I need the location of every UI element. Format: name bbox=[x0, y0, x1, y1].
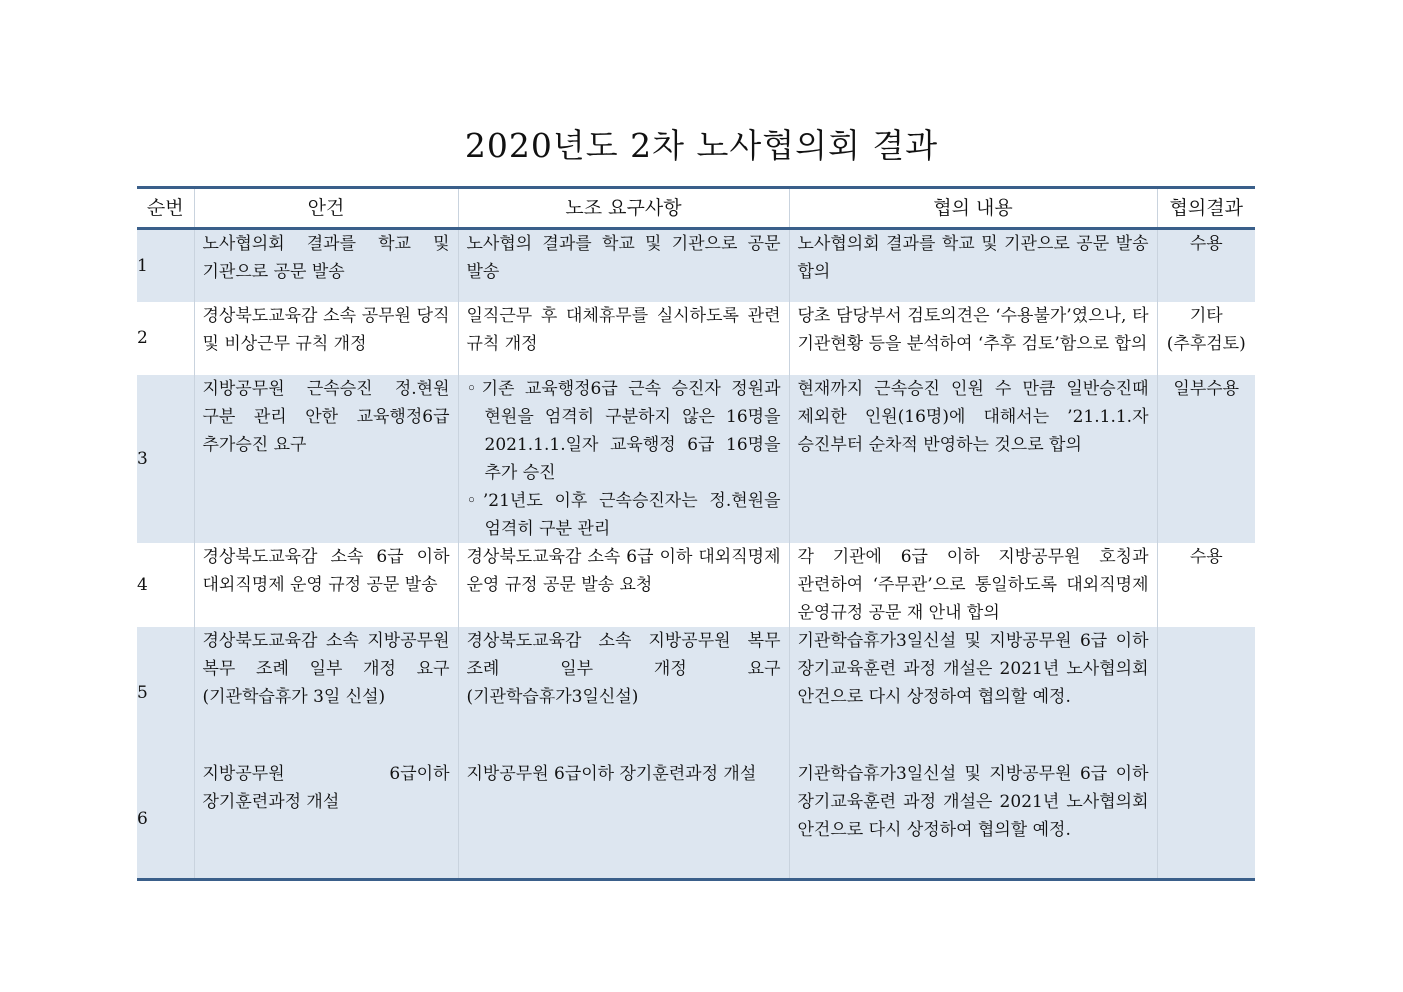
demand-text: 일직근무 후 대체휴무를 실시하도록 관련 규칙 개정 bbox=[466, 305, 781, 354]
row-number: 3 bbox=[137, 375, 194, 543]
row-number: 6 bbox=[137, 760, 194, 880]
table-header-row bbox=[137, 188, 1255, 229]
table-row bbox=[137, 760, 1255, 880]
table-row bbox=[137, 627, 1255, 760]
table-row bbox=[137, 543, 1255, 627]
result-cell bbox=[1157, 627, 1255, 760]
discussion-cell: 당초 담당부서 검토의견은 ‘수용불가’였으나, 타 기관현황 등을 분석하여 ‘추후 검토’함으로 합의 bbox=[789, 302, 1157, 375]
demand-text: 경상북도교육감 소속 6급 이하 대외직명제 운영 규정 공문 발송 요청 bbox=[466, 546, 781, 595]
row-number: 2 bbox=[137, 328, 148, 348]
header-result: 협의결과 bbox=[1157, 188, 1255, 229]
demand-text: 지방공무원 6급이하 장기훈련과정 개설 bbox=[466, 763, 757, 784]
demands-cell bbox=[458, 302, 789, 375]
agenda-cell: 지방공무원 근속승진 정.현원 구분 관리 안한 교육행정6급 추가승진 요구 bbox=[194, 375, 458, 543]
page-title: 2020년도 2차 노사협의회 결과 bbox=[464, 126, 939, 165]
agenda-cell: 경상북도교육감 소속 6급 이하 대외직명제 운영 규정 공문 발송 bbox=[194, 543, 458, 627]
result-cell bbox=[1157, 543, 1255, 627]
header-agenda: 안건 bbox=[194, 188, 458, 229]
demand-text: 경상북도교육감 소속 지방공무원 복무 조례 일부 개정 요구(기관학습휴가3일신설) bbox=[466, 630, 781, 707]
demands-cell bbox=[458, 375, 789, 543]
demands-cell bbox=[458, 543, 789, 627]
header-discussion: 협의 내용 bbox=[789, 188, 1157, 229]
header-no: 순번 bbox=[137, 188, 194, 229]
demands-cell bbox=[458, 229, 789, 302]
discussion-cell: 노사협의회 결과를 학교 및 기관으로 공문 발송 합의 bbox=[789, 229, 1157, 302]
results-table bbox=[137, 186, 1255, 881]
discussion-cell: 기관학습휴가3일신설 및 지방공무원 6급 이하 장기교육훈련 과정 개설은 2021년 노사협의회 안건으로 다시 상정하여 협의할 예정. bbox=[789, 760, 1157, 880]
row-number: 5 bbox=[137, 627, 194, 760]
row-number: 4 bbox=[137, 574, 148, 595]
result-note: (추후검토) bbox=[1166, 333, 1246, 354]
result-cell bbox=[1157, 760, 1255, 880]
demand-bullet: ◦기존 교육행정6급 근속 승진자 정원과 현원을 엄격히 구분하지 않은 16명을 2021.1.1.일자 교육행정 6급 16명을 추가 승진 bbox=[466, 378, 781, 483]
table-row bbox=[137, 302, 1255, 375]
demands-cell bbox=[458, 760, 789, 880]
result-text: 수용 bbox=[1189, 234, 1223, 254]
result-cell bbox=[1157, 302, 1255, 375]
result-text: 수용 bbox=[1189, 546, 1223, 567]
agenda-cell: 노사협의회 결과를 학교 및 기관으로 공문 발송 bbox=[194, 229, 458, 302]
result-text: 일부수용 bbox=[1173, 378, 1240, 399]
table-row bbox=[137, 229, 1255, 302]
header-demands: 노조 요구사항 bbox=[458, 188, 789, 229]
agenda-cell: 경상북도교육감 소속 공무원 당직 및 비상근무 규칙 개정 bbox=[194, 302, 458, 375]
demand-text: 노사협의 결과를 학교 및 기관으로 공문 발송 bbox=[466, 234, 781, 282]
result-text: 기타 bbox=[1189, 305, 1223, 326]
demands-cell bbox=[458, 627, 789, 760]
discussion-cell: 기관학습휴가3일신설 및 지방공무원 6급 이하 장기교육훈련 과정 개설은 2021년 노사협의회 안건으로 다시 상정하여 협의할 예정. bbox=[789, 627, 1157, 760]
agenda-cell: 경상북도교육감 소속 지방공무원 복무 조례 일부 개정 요구(기관학습휴가 3일 신설) bbox=[194, 627, 458, 760]
discussion-cell: 현재까지 근속승진 인원 수 만큼 일반승진때 제외한 인원(16명)에 대해서는 ’21.1.1.자 승진부터 순차적 반영하는 것으로 합의 bbox=[789, 375, 1157, 543]
result-cell bbox=[1157, 375, 1255, 543]
table-row bbox=[137, 375, 1255, 543]
discussion-cell: 각 기관에 6급 이하 지방공무원 호칭과 관련하여 ‘주무관’으로 통일하도록 대외직명제 운영규정 공문 재 안내 합의 bbox=[789, 543, 1157, 627]
agenda-cell: 지방공무원 6급이하 장기훈련과정 개설 bbox=[194, 760, 458, 880]
result-cell bbox=[1157, 229, 1255, 302]
demand-bullet: ◦’21년도 이후 근속승진자는 정.현원을 엄격히 구분 관리 bbox=[466, 490, 781, 539]
row-number: 1 bbox=[137, 229, 194, 302]
